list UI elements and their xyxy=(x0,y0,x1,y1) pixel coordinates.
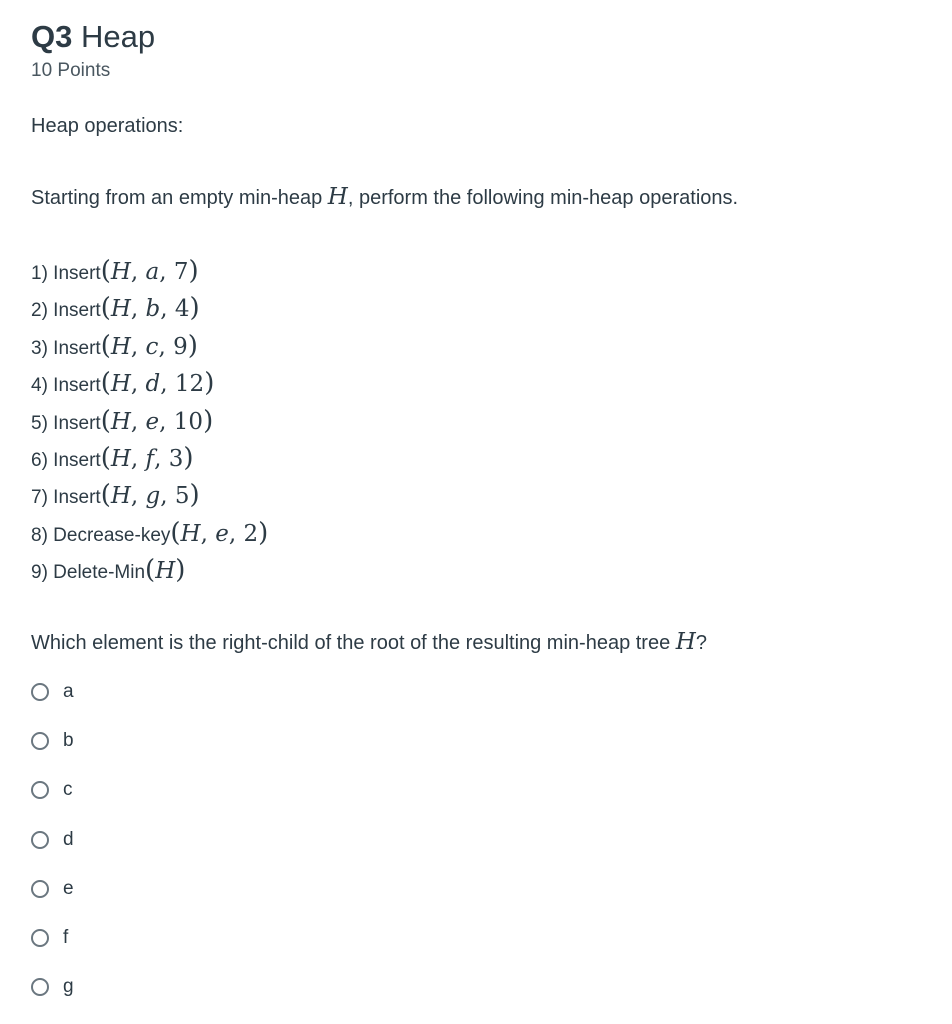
answer-option-b[interactable] xyxy=(31,716,74,765)
intro-text-after: , perform the following min-heap operations. xyxy=(347,187,739,209)
radio-button[interactable] xyxy=(31,781,49,799)
answer-label[interactable]: c xyxy=(63,779,73,801)
radio-button[interactable] xyxy=(31,929,49,947)
operation-label: 8) Decrease-key xyxy=(31,524,171,546)
operations-list xyxy=(31,253,268,590)
operation-arg: H xyxy=(180,520,201,547)
operation-arg: f xyxy=(145,445,155,472)
operation-arg: H xyxy=(155,558,176,585)
operation-label: 5) Insert xyxy=(31,412,101,434)
answer-option-e[interactable] xyxy=(31,864,74,913)
operation-label: 7) Insert xyxy=(31,487,101,509)
answer-label[interactable]: g xyxy=(63,976,74,998)
operation-item xyxy=(31,403,268,440)
operation-item xyxy=(31,515,268,552)
operation-arg: 9 xyxy=(173,333,188,360)
operation-arg: 4 xyxy=(174,296,190,323)
prompt-text-after: ? xyxy=(695,632,707,654)
answer-options xyxy=(31,667,74,1012)
question-intro xyxy=(31,183,738,212)
operation-item xyxy=(31,440,268,477)
operation-item xyxy=(31,477,268,514)
operation-args: (H, g, 5) xyxy=(100,480,200,511)
operation-item xyxy=(31,365,268,402)
prompt-text-before: Which element is the right-child of the root of the resulting min-heap tree xyxy=(31,632,676,654)
operation-arg: H xyxy=(110,333,131,360)
operation-arg: 12 xyxy=(174,371,205,398)
answer-option-c[interactable] xyxy=(31,766,74,815)
answer-label[interactable]: e xyxy=(63,877,74,899)
question-points: 10 Points xyxy=(31,60,111,81)
radio-button[interactable] xyxy=(31,880,49,898)
operation-item xyxy=(31,328,268,365)
operation-item xyxy=(31,253,268,290)
operation-label: 6) Insert xyxy=(31,449,101,471)
operation-arg: e xyxy=(145,408,160,435)
operation-arg: 10 xyxy=(173,408,204,435)
answer-option-g[interactable] xyxy=(31,963,74,1012)
operation-args: (H, d, 12) xyxy=(100,368,215,399)
operation-label: 9) Delete-Min xyxy=(31,562,146,584)
question-number: Q3 xyxy=(31,19,73,54)
operation-arg: H xyxy=(110,483,131,510)
question-prompt xyxy=(31,627,707,658)
prompt-math-var xyxy=(676,629,696,655)
question-title-text: Heap xyxy=(80,19,156,54)
radio-button[interactable] xyxy=(31,732,49,750)
radio-button[interactable] xyxy=(31,683,49,701)
operation-arg: H xyxy=(110,445,131,472)
intro-text-before: Starting from an empty min-heap xyxy=(31,187,328,209)
answer-option-a[interactable] xyxy=(31,667,74,716)
operation-arg: a xyxy=(145,259,160,285)
operation-item xyxy=(31,290,268,327)
operation-arg: 3 xyxy=(168,445,184,472)
operation-args: (H, a, 7) xyxy=(100,256,199,286)
answer-option-d[interactable] xyxy=(31,815,74,864)
operation-label: 1) Insert xyxy=(31,263,101,284)
operation-arg: 5 xyxy=(174,483,190,510)
operation-arg: H xyxy=(110,371,131,398)
operation-arg: c xyxy=(145,333,159,360)
operation-arg: 2 xyxy=(243,520,259,547)
answer-option-f[interactable] xyxy=(31,913,74,962)
answer-label[interactable]: f xyxy=(63,927,69,949)
operation-args: (H) xyxy=(145,555,186,586)
operation-arg: d xyxy=(145,371,161,398)
question-title xyxy=(31,18,155,56)
operation-label: 4) Insert xyxy=(31,375,101,397)
intro-var-h: H xyxy=(327,184,348,210)
operation-args: (H, e, 2) xyxy=(170,517,269,548)
operation-args: (H, f, 3) xyxy=(100,442,194,473)
operation-args: (H, b, 4) xyxy=(100,293,200,324)
operation-arg: H xyxy=(110,296,131,323)
operation-args: (H, c, 9) xyxy=(100,330,198,361)
operation-arg: b xyxy=(145,296,161,323)
prompt-var-h: H xyxy=(675,629,696,655)
operation-arg: H xyxy=(110,408,131,435)
intro-math-var xyxy=(328,184,348,210)
answer-label[interactable]: d xyxy=(63,828,74,850)
operation-arg: g xyxy=(145,483,161,510)
operation-arg: 7 xyxy=(173,259,189,285)
operation-arg: e xyxy=(215,520,229,547)
radio-button[interactable] xyxy=(31,831,49,849)
operation-label: 2) Insert xyxy=(31,300,101,322)
radio-button[interactable] xyxy=(31,978,49,996)
operation-label: 3) Insert xyxy=(31,337,101,359)
answer-label[interactable]: a xyxy=(63,680,74,702)
operation-arg: H xyxy=(110,259,131,285)
answer-label[interactable]: b xyxy=(63,729,74,751)
question-heading: Heap operations: xyxy=(31,115,184,137)
operation-item xyxy=(31,552,268,589)
operation-args: (H, e, 10) xyxy=(100,405,214,436)
